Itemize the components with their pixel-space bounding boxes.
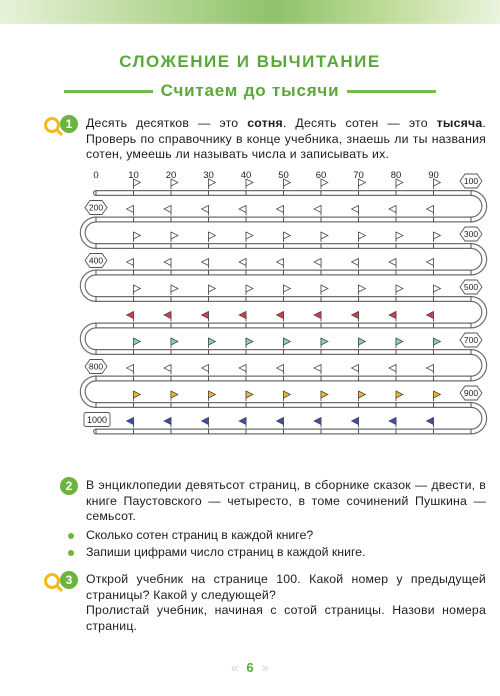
ruler-flag	[396, 391, 403, 398]
ruler-flag	[284, 391, 291, 398]
ruler-tick-label: 80	[390, 170, 402, 181]
task-1-part-e: .	[482, 116, 487, 130]
subtitle-wrap	[64, 80, 436, 102]
hundred-marker-label: 500	[463, 282, 479, 293]
bullet-dot	[68, 550, 74, 556]
task-2-text: В энциклопедии девятьсот страниц, в сборнике сказок — двести, в книге Паустовского — четыресто, в томе сочинений Пушкина — семьсот.	[86, 478, 486, 523]
ruler-flag	[396, 338, 403, 345]
ruler-tick-label: 0	[93, 170, 99, 181]
ruler-flag	[164, 418, 171, 425]
ruler-flag	[209, 285, 216, 292]
bullet-item	[86, 544, 486, 561]
ruler-flag	[427, 206, 434, 213]
ruler-flag	[359, 232, 366, 239]
task-3-text-1: Открой учебник на странице 100. Какой номер у предыдущей страницы? Какой у следующей?	[86, 572, 486, 602]
hundred-marker-label: 400	[88, 255, 104, 266]
hundred-marker-label: 200	[88, 202, 104, 213]
bullet-item	[86, 527, 486, 544]
ruler-flag	[314, 259, 321, 266]
ruler-flag	[284, 338, 291, 345]
ruler-flag	[134, 285, 141, 292]
ruler-flag	[434, 232, 441, 239]
ruler-flag	[427, 259, 434, 266]
ruler-flag	[396, 285, 403, 292]
ruler-tick-label: 40	[240, 170, 252, 181]
ruler-flag	[314, 206, 321, 213]
ruler-flag	[314, 312, 321, 319]
page-number: 6	[246, 660, 254, 675]
task-number-1: 1	[60, 115, 78, 133]
magnifier-icon	[44, 117, 60, 133]
ruler-flag	[171, 285, 178, 292]
ruler-flag	[352, 259, 359, 266]
ruler-flag	[246, 232, 253, 239]
task-1-part-a: Десять десятков — это	[86, 116, 248, 130]
ruler-flag	[352, 418, 359, 425]
ruler-flag	[171, 391, 178, 398]
ruler-flag	[434, 391, 441, 398]
ruler-flag	[239, 418, 246, 425]
hundred-marker-label: 900	[463, 388, 479, 399]
ruler-flags	[127, 179, 441, 428]
ruler-flag	[277, 365, 284, 372]
ruler-flag	[246, 338, 253, 345]
ruler-flag	[202, 259, 209, 266]
hundred-marker-label: 300	[463, 229, 479, 240]
task-3-text	[86, 572, 486, 634]
subtitle-bar	[64, 80, 436, 102]
ruler-flag	[352, 365, 359, 372]
ruler-flag	[127, 206, 134, 213]
ruler-flag	[321, 285, 328, 292]
ruler-flag	[284, 285, 291, 292]
ruler-flag	[239, 259, 246, 266]
ruler-flag	[164, 206, 171, 213]
decorative-top-band	[0, 0, 500, 24]
ruler-flag	[389, 365, 396, 372]
ruler-tick-label: 20	[165, 170, 177, 181]
task-number-2: 2	[60, 477, 78, 495]
ruler-flag	[434, 285, 441, 292]
bullet-text: Запиши цифрами число страниц в каждой книге.	[86, 545, 366, 559]
ruler-flag	[389, 259, 396, 266]
task-number-3: 3	[60, 571, 78, 589]
ruler-flag	[434, 338, 441, 345]
ruler-flag	[171, 232, 178, 239]
chapter-title: СЛОЖЕНИЕ И ВЫЧИТАНИЕ	[119, 52, 381, 71]
ruler-flag	[389, 206, 396, 213]
ruler-flag	[389, 418, 396, 425]
ruler-flag	[396, 232, 403, 239]
ruler-flag	[134, 232, 141, 239]
ruler-flag	[389, 312, 396, 319]
ruler-flag	[246, 285, 253, 292]
ruler-flag	[202, 312, 209, 319]
bullet-text: Сколько сотен страниц в каждой книге?	[86, 528, 314, 542]
number-ruler	[0, 165, 500, 465]
term-thousand: тысяча	[436, 116, 483, 130]
ruler-flag	[277, 206, 284, 213]
ruler-tick-label: 90	[428, 170, 439, 181]
ruler-flag	[202, 365, 209, 372]
ruler-flag	[164, 365, 171, 372]
ruler-flag	[134, 391, 141, 398]
ruler-tick-label: 50	[278, 170, 289, 181]
task-1-text	[86, 116, 486, 163]
ruler-flag	[127, 418, 134, 425]
prev-arrow-icon: «	[231, 660, 239, 675]
ruler-tick-label: 70	[353, 170, 364, 181]
ruler-flag	[352, 206, 359, 213]
ruler-flag	[314, 365, 321, 372]
page-footer	[0, 660, 500, 675]
ruler-flag	[321, 232, 328, 239]
ruler-flag	[239, 365, 246, 372]
ruler-flag	[277, 312, 284, 319]
ruler-flag	[164, 312, 171, 319]
hundred-marker-label: 100	[463, 176, 479, 187]
top-band-fade	[0, 22, 500, 32]
ruler-flag	[209, 232, 216, 239]
ruler-flag	[321, 391, 328, 398]
bullet-dot	[68, 533, 74, 539]
ruler-flag	[127, 312, 134, 319]
ruler-flag	[352, 312, 359, 319]
next-arrow-icon: »	[261, 660, 269, 675]
task-1-part-c: . Десять сотен — это	[282, 116, 437, 130]
ruler-flag	[209, 338, 216, 345]
ruler-flag	[277, 418, 284, 425]
ruler-flag	[427, 418, 434, 425]
ruler-flag	[321, 338, 328, 345]
lesson-title: Считаем до тысячи	[153, 81, 348, 100]
ruler-flag	[284, 232, 291, 239]
ruler-flag	[359, 391, 366, 398]
ruler-flag	[314, 418, 321, 425]
ruler-flag	[127, 259, 134, 266]
ruler-tick-label: 30	[203, 170, 214, 181]
end-marker-label: 1000	[86, 415, 108, 425]
ruler-flag	[202, 418, 209, 425]
ruler-flag	[427, 312, 434, 319]
task-3-text-2: Пролистай учебник, начиная с сотой страницы. Назови номера страниц.	[86, 603, 486, 633]
ruler-flag	[427, 365, 434, 372]
ruler-flag	[277, 259, 284, 266]
hundred-marker-label: 800	[88, 361, 104, 372]
term-hundred: сотня	[247, 116, 283, 130]
ruler-flag	[239, 312, 246, 319]
ruler-flag	[359, 338, 366, 345]
ruler-tick-label: 10	[128, 170, 139, 181]
hundred-marker-label: 700	[463, 335, 479, 346]
task-1-rest: Проверь по справочнику в конце учебника, знаешь ли ты названия сотен, умеешь ли называть числа и записывать их.	[86, 131, 486, 161]
ruler-flag	[239, 206, 246, 213]
ruler-flag	[202, 206, 209, 213]
ruler-flag	[359, 285, 366, 292]
ruler-flag	[209, 391, 216, 398]
ruler-flag	[246, 391, 253, 398]
ruler-flag	[164, 259, 171, 266]
ruler-tick-label: 60	[315, 170, 327, 181]
task-2-bullets	[86, 527, 486, 561]
ruler-flag	[134, 338, 141, 345]
ruler-flag	[171, 338, 178, 345]
ruler-flag	[127, 365, 134, 372]
magnifier-icon	[44, 573, 60, 589]
